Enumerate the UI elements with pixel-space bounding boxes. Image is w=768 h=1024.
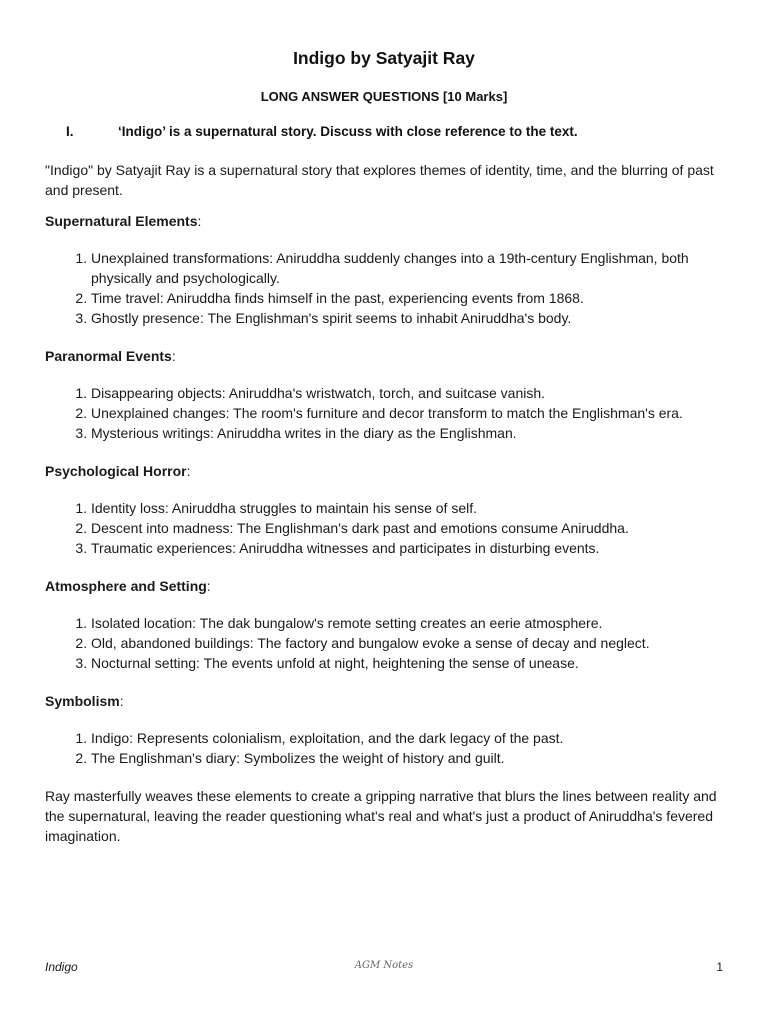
list-item: 1. Isolated location: The dak bungalow's remote setting creates an eerie atmosphere. (91, 613, 725, 633)
list-item: 1. Indigo: Represents colonialism, exploitation, and the dark legacy of the past. (91, 728, 725, 748)
section-list (45, 383, 725, 443)
section-heading-text: Symbolism (45, 693, 120, 709)
page-number: 1 (716, 960, 723, 974)
section-heading: Supernatural Elements: (45, 213, 202, 229)
list-item: 3. Nocturnal setting: The events unfold at night, heightening the sense of unease. (91, 653, 725, 673)
section-heading: Atmosphere and Setting: (45, 578, 211, 594)
conclusion-paragraph: Ray masterfully weaves these elements to create a gripping narrative that blurs the lines between reality and the supernatural, leaving the reader questioning what's real and what's just a product of Aniruddha's fevered imagination. (45, 788, 717, 844)
section-heading-text: Paranormal Events (45, 348, 172, 364)
section-subtitle: LONG ANSWER QUESTIONS [10 Marks] (260, 89, 508, 104)
section-heading-text: Psychological Horror (45, 463, 187, 479)
intro-paragraph: "Indigo" by Satyajit Ray is a supernatural story that explores themes of identity, time, and the blurring of past and present. (45, 162, 714, 198)
footer-logo: AGM Notes (354, 960, 414, 971)
section-heading: Symbolism: (45, 693, 124, 709)
list-item: 2. Old, abandoned buildings: The factory and bungalow evoke a sense of decay and neglect. (91, 633, 725, 653)
list-item: 2. Time travel: Aniruddha finds himself in the past, experiencing events from 1868. (91, 288, 725, 308)
list-item: 1. Unexplained transformations: Aniruddha suddenly changes into a 19th-century Englishman, both physically and psychologically. (91, 248, 725, 288)
question-number: I. (66, 124, 74, 139)
section-heading-text: Supernatural Elements (45, 213, 198, 229)
section-heading-text: Atmosphere and Setting (45, 578, 207, 594)
document-title: Indigo by Satyajit Ray (293, 48, 475, 68)
list-item: 3. Ghostly presence: The Englishman's spirit seems to inhabit Aniruddha's body. (91, 308, 725, 328)
section-list (45, 248, 725, 328)
list-item: 1. Disappearing objects: Aniruddha's wristwatch, torch, and suitcase vanish. (91, 383, 725, 403)
list-item: 1. Identity loss: Aniruddha struggles to maintain his sense of self. (91, 498, 725, 518)
list-item: 2. Unexplained changes: The room's furniture and decor transform to match the Englishman's era. (91, 403, 725, 423)
list-item: 3. Traumatic experiences: Aniruddha witnesses and participates in disturbing events. (91, 538, 725, 558)
list-item: 3. Mysterious writings: Aniruddha writes in the diary as the Englishman. (91, 423, 725, 443)
page-footer (45, 960, 723, 978)
section-heading: Paranormal Events: (45, 348, 176, 364)
section-list (45, 613, 725, 673)
list-item: 2. The Englishman's diary: Symbolizes the weight of history and guilt. (91, 748, 725, 768)
answer-body (45, 160, 725, 846)
section-list (45, 728, 725, 768)
section-list (45, 498, 725, 558)
question-line (66, 124, 726, 139)
list-item: 2. Descent into madness: The Englishman's dark past and emotions consume Aniruddha. (91, 518, 725, 538)
question-text: ‘Indigo’ is a supernatural story. Discuss with close reference to the text. (118, 124, 578, 139)
section-heading: Psychological Horror: (45, 463, 191, 479)
footer-title: Indigo (45, 960, 78, 974)
